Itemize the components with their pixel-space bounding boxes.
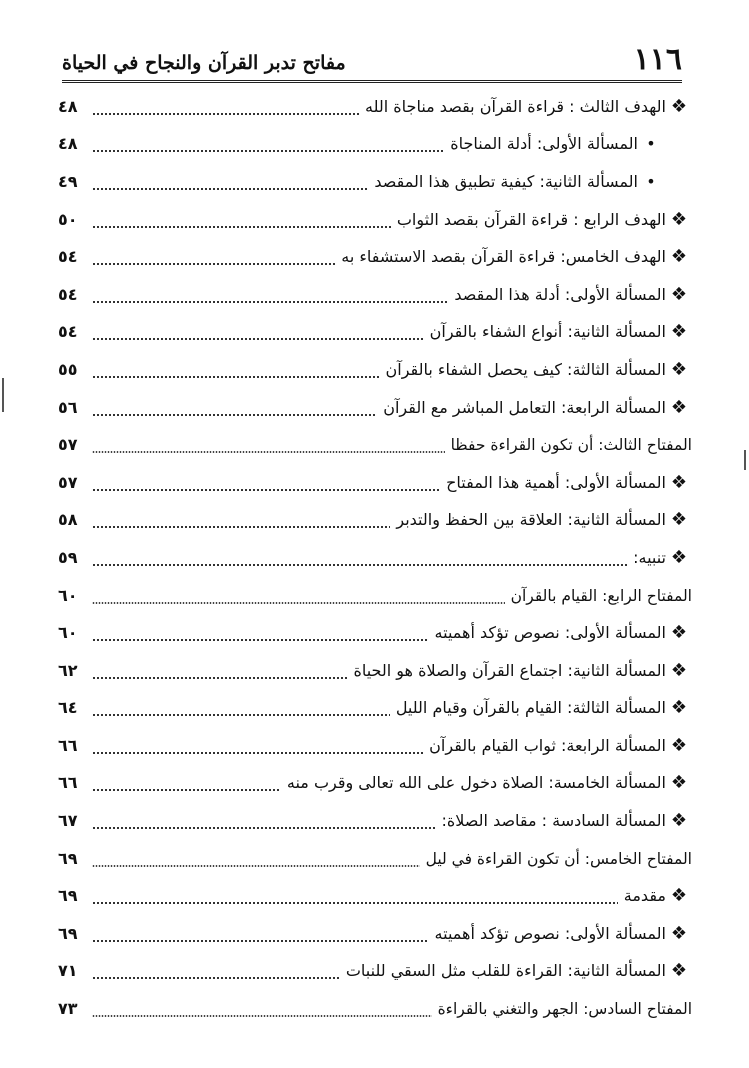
left-edge-mark [2, 378, 4, 412]
diamond-bullet-icon: ❖ [670, 772, 688, 794]
dot-leader [92, 472, 440, 494]
toc-entry [58, 727, 692, 765]
dot-leader [92, 397, 377, 419]
toc-entry [58, 238, 692, 276]
toc-entry-page: ٥٧ [58, 435, 78, 455]
toc-entry-title: المسألة الثالثة: كيف يحصل الشفاء بالقرآن [385, 359, 666, 379]
toc-entry-page: ٦٠ [58, 585, 78, 605]
toc-entry-title: المسألة الأولى: نصوص تؤكد أهميته [434, 623, 666, 643]
toc-entry-title: المسألة الثانية: العلاقة بين الحفظ والتدبر [396, 510, 666, 530]
toc-entry [58, 802, 692, 840]
toc-entry-title: الهدف الرابع : قراءة القرآن بقصد الثواب [396, 209, 666, 229]
toc-entry-title: المسألة الأولى: أدلة هذا المقصد [454, 284, 666, 304]
toc-entry-title: المسألة الثانية: كيفية تطبيق هذا المقصد [374, 171, 638, 191]
dot-leader [92, 810, 435, 832]
toc-entry [58, 953, 692, 991]
page-header [62, 40, 682, 83]
toc-entry [58, 163, 692, 201]
toc-entry-page: ٧١ [58, 961, 78, 981]
toc-entry [58, 502, 692, 540]
toc-entry [58, 464, 692, 502]
toc-entry-page: ٥٧ [58, 472, 78, 492]
dot-leader [92, 622, 429, 644]
toc-entry-page: ٦٩ [58, 886, 78, 906]
dot-leader [92, 735, 423, 757]
right-edge-mark [744, 450, 746, 470]
toc-entry [58, 389, 692, 427]
dot-leader [92, 585, 505, 607]
toc-entry-page: ٦٢ [58, 660, 78, 680]
toc-entry-title: المسألة الرابعة: التعامل المباشر مع القرآن [383, 397, 666, 417]
toc-entry-page: ٥٦ [58, 397, 78, 417]
book-title: مفاتح تدبر القرآن والنجاح في الحياة [62, 52, 346, 74]
toc-entry-page: ٦٧ [58, 811, 78, 831]
toc-entry [58, 201, 692, 239]
toc-entry-title: المسألة الأولى: أهمية هذا المفتاح [446, 472, 666, 492]
diamond-bullet-icon: ❖ [670, 321, 688, 343]
toc-entry-title: الهدف الثالث : قراءة القرآن بقصد مناجاة الله [365, 96, 666, 116]
diamond-bullet-icon: ❖ [670, 358, 688, 380]
toc-entry-title: المفتاح الرابع: القيام بالقرآن [510, 586, 692, 605]
toc-entry-page: ٧٣ [58, 999, 78, 1019]
diamond-bullet-icon: ❖ [670, 246, 688, 268]
diamond-bullet-icon: ❖ [670, 697, 688, 719]
toc-entry-title: المسألة الثانية: اجتماع القرآن والصلاة هو الحياة [353, 660, 666, 680]
dot-leader [92, 660, 347, 682]
toc-entry-page: ٦٦ [58, 735, 78, 755]
toc-entry [58, 276, 692, 314]
dot-leader [92, 509, 390, 531]
dot-leader [92, 133, 444, 155]
dot-leader [92, 171, 368, 193]
diamond-bullet-icon: ❖ [670, 509, 688, 531]
toc-entry-page: ٥٠ [58, 209, 78, 229]
toc-entry-page: ٦٤ [58, 698, 78, 718]
dot-leader [92, 246, 335, 268]
toc-entry-page: ٤٩ [58, 171, 78, 191]
diamond-bullet-icon: ❖ [670, 471, 688, 493]
diamond-bullet-icon: ❖ [670, 283, 688, 305]
toc-entry-page: ٥٩ [58, 547, 78, 567]
table-of-contents [58, 88, 692, 1028]
dot-leader [92, 998, 432, 1020]
toc-entry [58, 88, 692, 126]
dot-leader [92, 772, 281, 794]
dot-leader [92, 284, 448, 306]
toc-entry-title: الهدف الخامس: قراءة القرآن بقصد الاستشفاء به [341, 247, 666, 267]
toc-entry-page: ٥٨ [58, 510, 78, 530]
toc-entry-title: المسألة السادسة : مقاصد الصلاة: [441, 811, 666, 831]
diamond-bullet-icon: ❖ [670, 659, 688, 681]
toc-entry [58, 314, 692, 352]
toc-entry [58, 614, 692, 652]
diamond-bullet-icon: ❖ [670, 95, 688, 117]
diamond-bullet-icon: ❖ [670, 810, 688, 832]
toc-entry-page: ٥٥ [58, 359, 78, 379]
toc-entry [58, 915, 692, 953]
diamond-bullet-icon: ❖ [670, 922, 688, 944]
diamond-bullet-icon: ❖ [670, 208, 688, 230]
toc-entry [58, 351, 692, 389]
dot-leader [92, 547, 627, 569]
toc-entry [58, 652, 692, 690]
diamond-bullet-icon: ❖ [670, 396, 688, 418]
toc-entry-page: ٥٤ [58, 247, 78, 267]
dot-leader [92, 96, 359, 118]
diamond-bullet-icon: ❖ [670, 734, 688, 756]
toc-entry [58, 126, 692, 164]
toc-entry-page: ٦٩ [58, 848, 78, 868]
page-number: ١١٦ [633, 42, 682, 77]
toc-entry [58, 539, 692, 577]
toc-entry-title: المسألة الثالثة: القيام بالقرآن وقيام الليل [395, 698, 666, 718]
dot-leader [92, 848, 420, 870]
toc-entry-title: المسألة الثانية: أنواع الشفاء بالقرآن [429, 322, 666, 342]
toc-entry [58, 690, 692, 728]
diamond-bullet-icon: ❖ [670, 885, 688, 907]
toc-entry-title: المفتاح الثالث: أن تكون القراءة حفظا [450, 436, 692, 455]
bullet-icon: • [646, 134, 656, 154]
dot-leader [92, 359, 380, 381]
diamond-bullet-icon: ❖ [670, 546, 688, 568]
toc-entry [58, 877, 692, 915]
toc-entry-page: ٦٦ [58, 773, 78, 793]
toc-entry [58, 990, 692, 1028]
toc-entry-page: ٤٨ [58, 96, 78, 116]
toc-entry-title: المسألة الثانية: القراءة للقلب مثل السقي للنبات [345, 961, 666, 981]
toc-entry [58, 840, 692, 878]
dot-leader [92, 321, 424, 343]
toc-entry-page: ٥٤ [58, 322, 78, 342]
toc-entry-title: المسألة الرابعة: ثواب القيام بالقرآن [429, 735, 666, 755]
diamond-bullet-icon: ❖ [670, 622, 688, 644]
toc-entry-title: المسألة الأولى: أدلة المناجاة [450, 134, 638, 154]
diamond-bullet-icon: ❖ [670, 960, 688, 982]
toc-entry-title: المسألة الأولى: نصوص تؤكد أهميته [434, 923, 666, 943]
toc-entry [58, 765, 692, 803]
dot-leader [92, 960, 340, 982]
toc-entry-page: ٦٠ [58, 623, 78, 643]
toc-entry-page: ٥٤ [58, 284, 78, 304]
toc-entry-title: تنبيه: [633, 547, 666, 567]
toc-entry-title: المفتاح الخامس: أن تكون القراءة في ليل [425, 849, 692, 868]
toc-entry-page: ٦٩ [58, 923, 78, 943]
toc-entry-title: المسألة الخامسة: الصلاة دخول على الله تعالى وقرب منه [286, 773, 666, 793]
dot-leader [92, 923, 429, 945]
toc-entry-title: مقدمة [623, 886, 666, 906]
toc-entry [58, 426, 692, 464]
toc-entry-title: المفتاح السادس: الجهر والتغني بالقراءة [437, 1000, 692, 1019]
toc-entry [58, 577, 692, 615]
bullet-icon: • [646, 171, 656, 191]
dot-leader [92, 434, 445, 456]
dot-leader [92, 697, 390, 719]
toc-entry-page: ٤٨ [58, 134, 78, 154]
dot-leader [92, 885, 618, 907]
dot-leader [92, 209, 391, 231]
